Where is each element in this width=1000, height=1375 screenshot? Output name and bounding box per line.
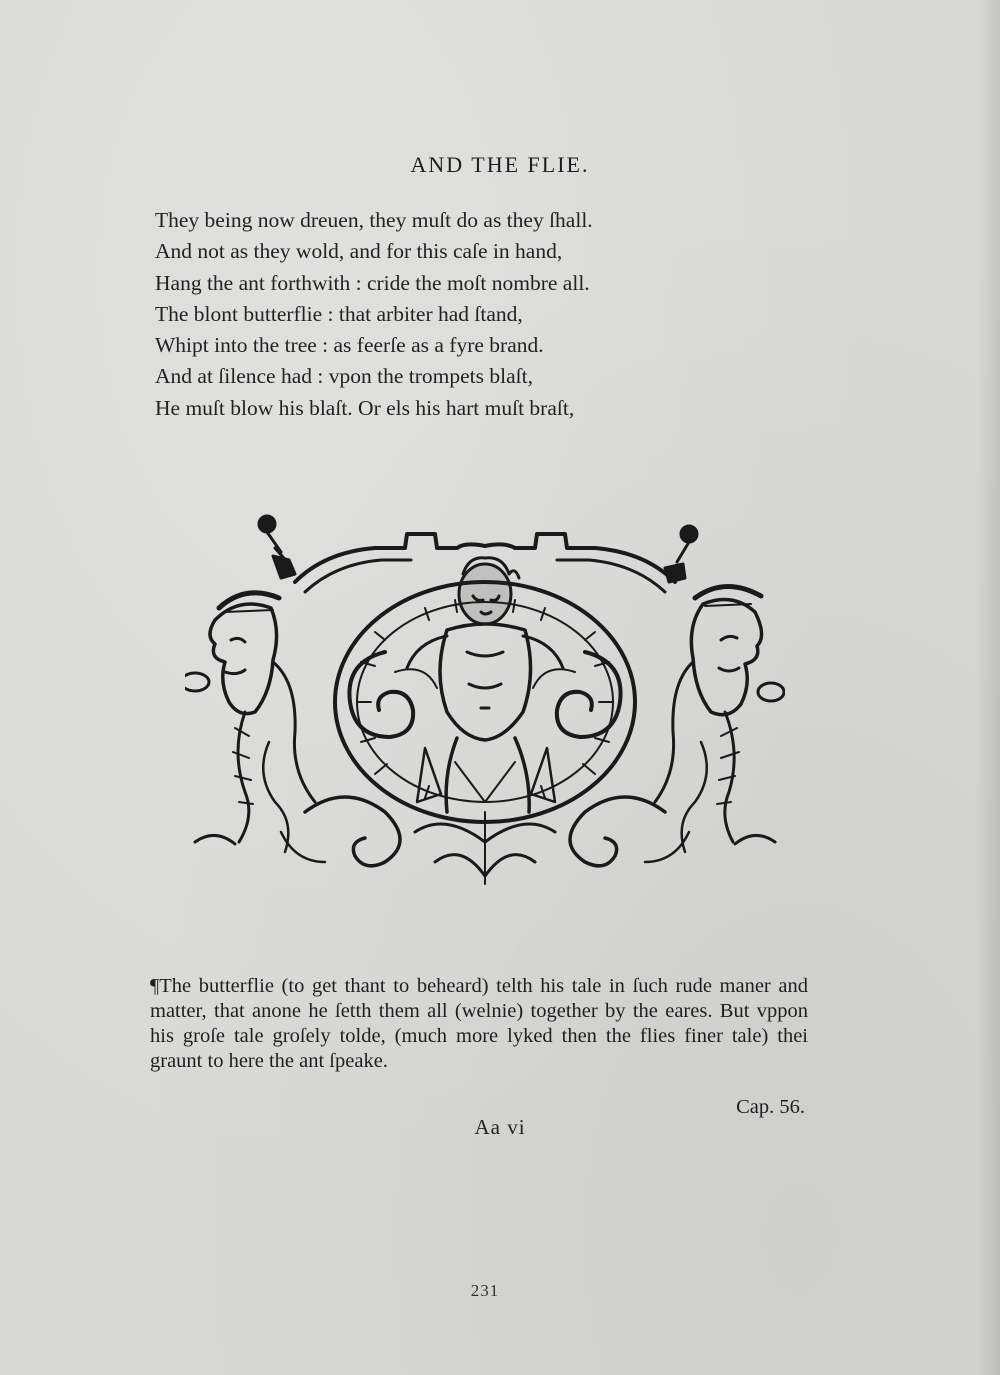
running-head: AND THE FLIE. <box>410 152 590 177</box>
verse-line: And not as they wold, and for this caſe in hand, <box>155 239 563 264</box>
argument-text: ¶The butterflie (to get thant to beheard) telth his tale in ſuch rude maner and matter, that anone he ſetth them all (welnie) together by the eares. But vppon his groſe tale groſely tolde, (much more lyked then the flies finer tale) thei graunt to here the ant ſpeake. <box>150 975 808 1072</box>
verse-line: Hang the ant forthwith : cride the moſt nombre all. <box>155 270 590 295</box>
verse-line: They being now dreuen, they muſt do as they ſhall. <box>155 208 593 232</box>
verse-line: Whipt into the tree : as feerſe as a fyre brand. <box>155 333 544 358</box>
chapter-argument <box>150 974 808 1074</box>
verse-stanza <box>155 205 775 424</box>
verse-line: The blont butterflie : that arbiter had ſtand, <box>155 301 523 326</box>
chapter-number: Cap. 56. <box>736 1096 805 1118</box>
verse-line: He muſt blow his blaſt. Or els his hart muſt braſt, <box>155 395 575 420</box>
woodcut-ornament-icon <box>185 512 785 892</box>
page-edge-shadow <box>976 0 1000 1375</box>
signature-mark: Aa vi <box>474 1115 526 1139</box>
page-number: 231 <box>470 1281 500 1300</box>
verse-line: And at ſilence had : vpon the trompets blaſt, <box>155 364 533 389</box>
